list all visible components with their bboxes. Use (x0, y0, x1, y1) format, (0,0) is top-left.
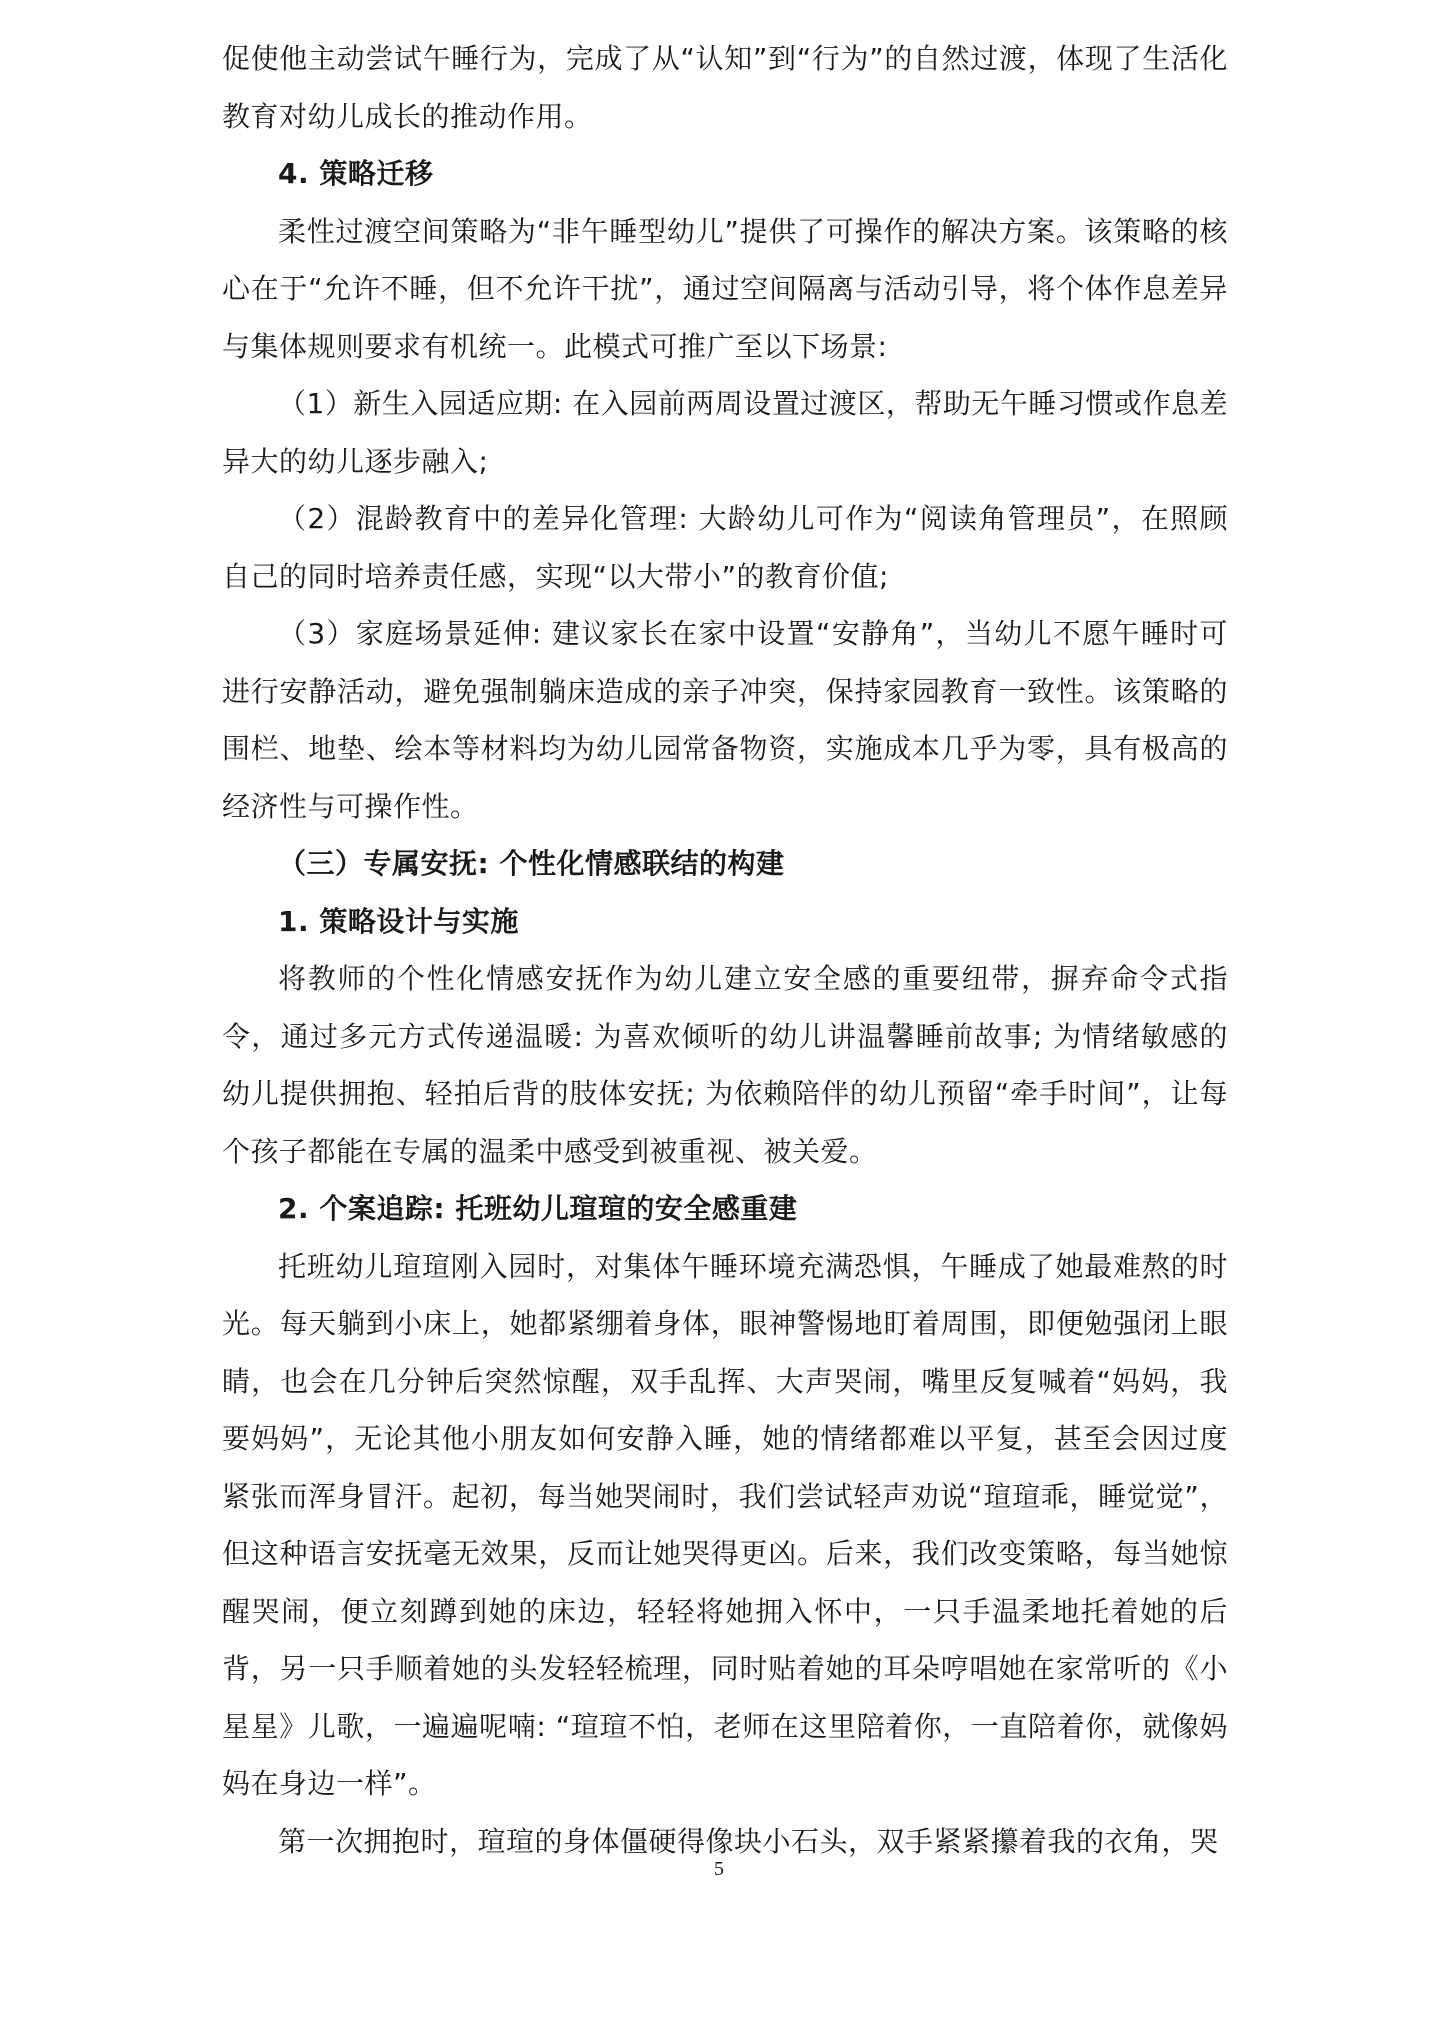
document-body (222, 30, 1228, 1870)
list-item-3: （3）家庭场景延伸: 建议家长在家中设置“安静角”，当幼儿不愿午睡时可进行安静活动，避免强制躺床造成的亲子冲突，保持家园教育一致性。该策略的围栏、地垫、绘本等材料均为幼儿园常备物资，实施成本几乎为零，具有极高的经济性与可操作性。 (222, 617, 1228, 823)
section-heading-strategy-transfer: 4. 策略迁移 (278, 157, 434, 190)
list-item-2: （2）混龄教育中的差异化管理: 大龄幼儿可作为“阅读角管理员”，在照顾自己的同时培养责任感，实现“以大带小”的教育价值; (222, 502, 1228, 593)
paragraph-first-hug: 第一次拥抱时，瑄瑄的身体僵硬得像块小石头，双手紧紧攥着我的衣角，哭 (278, 1824, 1219, 1858)
section-heading-exclusive-comfort: （三）专属安抚: 个性化情感联结的构建 (278, 847, 785, 880)
subsection-heading-design: 1. 策略设计与实施 (278, 904, 519, 938)
page-number: 5 (714, 1858, 724, 1880)
paragraph-continued: 促使他主动尝试午睡行为，完成了从“认知”到“行为”的自然过渡，体现了生活化教育对幼儿成长的推动作用。 (222, 42, 1228, 133)
paragraph-strategy-transfer: 柔性过渡空间策略为“非午睡型幼儿”提供了可操作的解决方案。该策略的核心在于“允许不睡，但不允许干扰”，通过空间隔离与活动引导，将个体作息差异与集体规则要求有机统一。此模式可推广至以下场景: (222, 214, 1228, 363)
paragraph-design: 将教师的个性化情感安抚作为幼儿建立安全感的重要纽带，摒弃命令式指令，通过多元方式传递温暖: 为喜欢倾听的幼儿讲温馨睡前故事; 为情绪敏感的幼儿提供拥抱、轻拍后背的肢体安抚; 为依赖陪伴的幼儿预留“牵手时间”，让每个孩子都能在专属的温柔中感受到被重视、被关爱。 (222, 962, 1228, 1168)
subsection-heading-case-study: 2. 个案追踪: 托班幼儿瑄瑄的安全感重建 (278, 1192, 798, 1225)
paragraph-case-study: 托班幼儿瑄瑄刚入园时，对集体午睡环境充满恐惧，午睡成了她最难熬的时光。每天躺到小床上，她都紧绷着身体，眼神警惕地盯着周围，即便勉强闭上眼睛，也会在几分钟后突然惊醒，双手乱挥、大声哭闹，嘴里反复喊着“妈妈，我要妈妈”，无论其他小朋友如何安静入睡，她的情绪都难以平复，甚至会因过度紧张而浑身冒汗。起初，每当她哭闹时，我们尝试轻声劝说“瑄瑄乖，睡觉觉”，但这种语言安抚毫无效果，反而让她哭得更凶。后来，我们改变策略，每当她惊醒哭闹，便立刻蹲到她的床边，轻轻将她拥入怀中，一只手温柔地托着她的后背，另一只手顺着她的头发轻轻梳理，同时贴着她的耳朵哼唱她在家常听的《小星星》儿歌，一遍遍呢喃: “瑄瑄不怕，老师在这里陪着你，一直陪着你，就像妈妈在身边一样”。 (222, 1249, 1228, 1800)
list-item-1: （1）新生入园适应期: 在入园前两周设置过渡区，帮助无午睡习惯或作息差异大的幼儿逐步融入; (222, 387, 1228, 478)
